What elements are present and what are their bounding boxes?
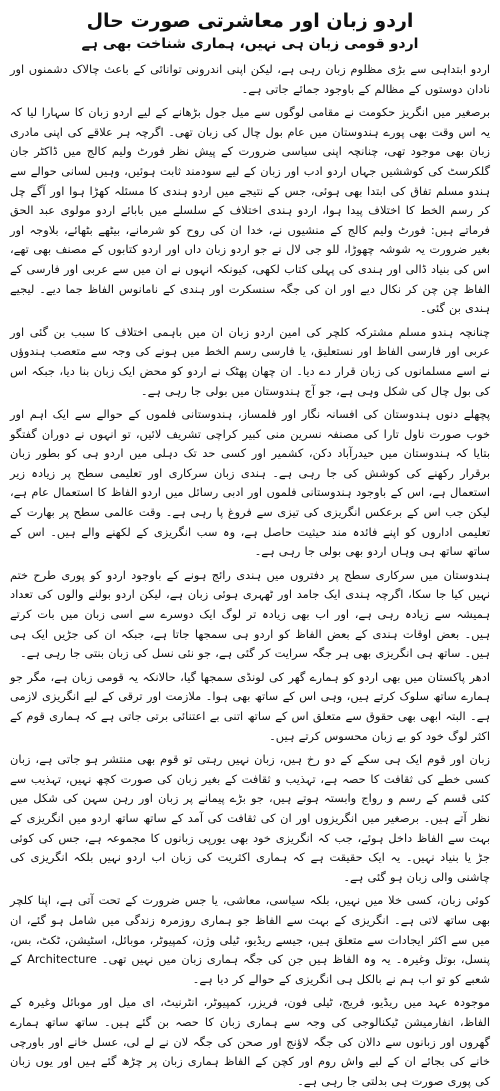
article-subtitle: اردو قومی زبان ہی نہیں، ہماری شناخت بھی ہے	[81, 36, 419, 52]
paragraph: ادھر پاکستان میں بھی اردو کو ہمارے گھر کی لونڈی سمجھا گیا، حالانکہ یہ قومی زبان ہے، مگر جو ہمارے ساتھ سلوک کرتے ہیں، وہی اس کے ساتھ بھی ہوا۔ ملازمت اور ترقی کے لیے انگریزی لازمی ہے۔ البتہ ابھی بھی حقوق سے متعلق اس کے ساتھ اتنی بے اعتنائی برتی جاتی ہے کہ ہماری قوم کے اکثر لوگ خود کو بے زبان محسوس کرتے ہیں۔	[10, 669, 490, 743]
paragraph: پچھلے دنوں ہندوستان کی افسانہ نگار اور فلمساز، ہندوستانی فلموں کے حوالے سے ایک اہم اور خوب صورت ناول تارا کی مصنفہ نسرین منی کبیر کراچی تشریف لائیں، تو انہوں نے دوران گفتگو بتایا کہ ہندوستان میں حیدرآباد دکن، کشمیر اور کسی حد تک دہلی میں اردو ہی کو بطور زبان برقرار رکھنے کی کوشش کی جا رہی ہے۔ ہندی زبان سرکاری اور تعلیمی سطح پر زیادہ زیر استعمال ہے، اس کے باوجود ہندوستانی فلموں اور ادبی رسائل میں اردو الفاظ کا استعمال عام ہے، لیکن جب اس کے برعکس انگریزی کی تیزی سے فروغ پا رہی ہے۔ وقت عالمی سطح پر بھارت کے تعلیمی اداروں کو اپنے فائدہ مند حیثیت حاصل ہے، وہ سب انگریزی کے لکھنے والے ہیں۔ اس کے ساتھ ساتھ ہی وہاں اردو بھی بولی جا رہی ہے۔	[10, 407, 490, 559]
paragraph: چنانچہ ہندو مسلم مشترکہ کلچر کی امین اردو زبان ان میں باہمی اختلاف کا سبب بن گئی اور عربی اور فارسی الفاظ اور نستعلیق، یا فارسی رسم الخط میں ہونے کی وجہ سے متعصب ہندوؤں نے اسے مسلمانوں کی زبان قرار دے دیا۔ ان چھان پھٹک نے اردو کو محض ایک زبان بنا دیا، جبکہ اس کی بول چال کی شکل وہی ہے، جو آج ہندوستان میں بولی جا رہی ہے۔	[10, 324, 490, 398]
paragraph: کوئی زبان، کسی خلا میں نہیں، بلکہ سیاسی، معاشی، یا جس ضرورت کے تحت آتی ہے، اپنا کلچر بھی ساتھ لاتی ہے۔ انگریزی کے بہت سے الفاظ جو ہماری روزمرہ زندگی میں شامل ہو گئے، ان میں سے اکثر ایجادات سے متعلق ہیں، جیسے ریڈیو، ٹیلی وژن، کمپیوٹر، موبائل، اسٹیشن، ٹکٹ، بس، پنسل، بوتل وغیرہ۔ یہ وہ الفاظ ہیں جن کی جگہ ہماری زبان میں نہیں تھی۔ Architecture کے شعبے کو تو اب ہم نے بالکل ہی انگریزی کے حوالے کر دیا ہے۔	[10, 893, 491, 986]
article-title: اردو زبان اور معاشرتی صورت حال	[86, 10, 414, 32]
paragraph: اردو ابتداہی سے بڑی مظلوم زبان رہی ہے، لیکن اپنی اندرونی توانائی کے باعث چالاک دشمنوں اور نادان دوستوں کے مظالم کے باوجود جمائے جاتی ہے۔	[10, 62, 490, 96]
paragraph: ہندوستان میں سرکاری سطح پر دفتروں میں ہندی رائج ہونے کے باوجود اردو کو پوری طرح ختم نہیں کیا جا سکا، اگرچہ ہندی ایک جامد اور ٹھہری ہوئی زبان ہے، لیکن اردو بولنے والوں کی تعداد ہمیشہ سے زیادہ رہی ہے، اور اب بھی زیادہ تر لوگ ایک دوسرے سے اسی زبان میں بات کرتے ہیں۔ بعض اوقات ہندی کے بعض الفاظ کو اردو ہی سمجھا جاتا ہے، جبکہ ان کی جڑیں ایک ہی ہیں۔ ساتھ ہی انگریزی بھی ہر جگہ سرایت کر گئی ہے، جو نئی نسل کی زبان بنتی جا رہی ہے۔	[10, 567, 490, 661]
paragraph: زبان اور قوم ایک ہی سکے کے دو رخ ہیں، زبان نہیں رہتی تو قوم بھی منتشر ہو جاتی ہے، زبان کسی خطے کی ثقافت کا حصہ ہے، تہذیب و ثقافت کے بغیر زبان کی صورت کچھ نہیں، تہذیب سے کئی قسم کے رسم و رواج وابستہ ہوتے ہیں، جو بڑے پیمانے پر زبان اور رہن سہن کی شکل میں نظر آتے ہیں۔ برصغیر میں انگریزوں اور ان کی ثقافت کی آمد کے ساتھ ساتھ اردو میں انگریزی کے بہت سے الفاظ داخل ہوئے، جب کہ انگریزی خود بھی یورپی زبانوں کا مجموعہ ہے، جس کی کوئی جڑ یا بنیاد نہیں۔ یہ ایک حقیقت ہے کہ ہماری اکثریت کی زبان اب اردو نہیں بلکہ انگریزی کی چاشنی والی زبان ہو گئی ہے۔	[10, 752, 490, 884]
paragraph: موجودہ عہد میں ریڈیو، فریج، ٹیلی فون، فریزر، کمپیوٹر، انٹرنیٹ، ای میل اور موبائل وغیرہ کے الفاظ، انفارمیشن ٹیکنالوجی کی وجہ سے ہماری زبان کا حصہ بن گئے ہیں۔ ساتھ ساتھ ہمارے گھروں اور زبانوں سے دالان کی جگہ لاؤنج اور صحن کی جگہ لان نے لے لی، عسل خانے اور باورچی خانے کی بجائے ان کے لیے واش روم اور کچن کے الفاظ ہماری زبان پر چڑھ گئے ہیں اور یوں زبان کی پوری صورت ہی بدلتی جا رہی ہے۔	[10, 995, 490, 1088]
paragraph: برصغیر میں انگریز حکومت نے مقامی لوگوں سے میل جول بڑھانے کے لیے اردو زبان کا سہارا لیا کہ یہ اس وقت بھی پورے ہندوستان میں عام بول چال کی زبان تھی۔ اگرچہ ہر علاقے کی اپنی مادری زبان بھی موجود تھی، چنانچہ اپنی سیاسی ضرورت کے پیش نظر فورٹ ولیم کالج میں ڈاکٹر جان گلکرسٹ کی کوششیں جہاں اردو ادب اور زبان کے لیے سودمند ثابت ہوئیں، وہیں لسانی حوالے سے ہندو مسلم تفاق کی ابتدا بھی ہوئی، جس کے نتیجے میں اردو ہندی کا مسئلہ کھڑا ہوا اور آگے چل کر رسم الخط کا اختلاف پیدا ہوا، اردو ہندی اختلاف کے سلسلے میں بابائے اردو مولوی عبد الحق فرماتے ہیں: فورٹ ولیم کالج کے منشیوں نے، خدا ان کی روح کو شرمانے، بیٹھے بٹھائے، بلاوجہ اور بغیر ضرورت یہ شوشہ چھوڑا، للو جی لال نے جو اردو زبان داں اور اردو کتابوں کے مصنف بھی تھے، اس کی بنیاد ڈالی اور ہندی کی پہلی کتاب لکھی، کیونکہ انہوں نے ان میں سے عربی اور فارسی کے الفاظ چن چن کر نکال دیے اور ان کی جگہ سنسکرت اور ہندی کے نامانوس الفاظ جما دیے۔ لیجیے ہندی بن گئی۔	[10, 105, 490, 316]
